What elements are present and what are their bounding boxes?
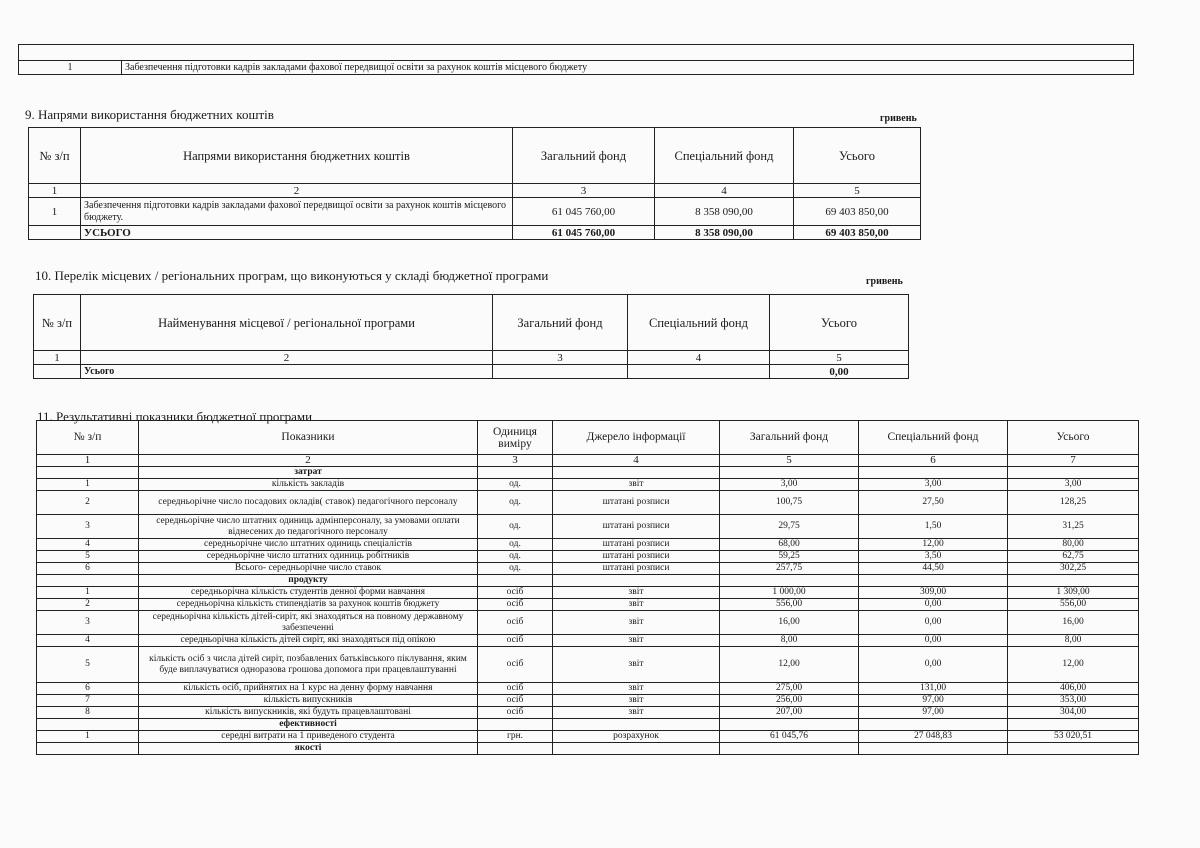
row-total: 53 020,51 <box>1008 731 1139 743</box>
s10-h-special: Спеціальний фонд <box>628 295 770 351</box>
row-name: кількість випускників <box>139 695 478 707</box>
s9-total-total: 69 403 850,00 <box>794 226 921 240</box>
section9-table <box>28 127 921 240</box>
s11-h-name: Показники <box>139 421 478 455</box>
row-source: штатані розписи <box>553 491 720 515</box>
row-num: 7 <box>37 695 139 707</box>
row-general: 16,00 <box>720 611 859 635</box>
group-empty-cell <box>720 575 859 587</box>
group-empty-cell <box>1008 743 1139 755</box>
table-row <box>37 515 1139 539</box>
group-empty-cell <box>478 467 553 479</box>
row-total: 128,25 <box>1008 491 1139 515</box>
row-special: 1,50 <box>859 515 1008 539</box>
row-unit: осіб <box>478 695 553 707</box>
top-fragment <box>18 44 1134 74</box>
row-general: 256,00 <box>720 695 859 707</box>
s10-n5: 5 <box>770 351 909 365</box>
row-source: звіт <box>553 611 720 635</box>
s10-h-num: № з/п <box>34 295 81 351</box>
row-name: середньорічне число штатних одиниць робітників <box>139 551 478 563</box>
table-row <box>37 599 1139 611</box>
s10-total-general <box>493 365 628 379</box>
row-name: кількість випускників, які будуть працевлаштовані <box>139 707 478 719</box>
row-source: штатані розписи <box>553 539 720 551</box>
row-source: звіт <box>553 683 720 695</box>
group-row <box>37 719 1139 731</box>
section9-title: 9. Напрями використання бюджетних коштів <box>25 107 274 122</box>
row-general: 275,00 <box>720 683 859 695</box>
row-special: 131,00 <box>859 683 1008 695</box>
group-empty-cell <box>859 743 1008 755</box>
s9-total-empty <box>29 226 81 240</box>
s11-n2: 2 <box>139 455 478 467</box>
group-empty-cell <box>37 575 139 587</box>
row-general: 1 000,00 <box>720 587 859 599</box>
s11-n1: 1 <box>37 455 139 467</box>
row-special: 0,00 <box>859 635 1008 647</box>
section11-title: 11. Результативні показники бюджетної програми <box>37 409 313 424</box>
top-row-table <box>18 60 1134 75</box>
s10-h-general: Загальний фонд <box>493 295 628 351</box>
group-empty-cell <box>1008 719 1139 731</box>
row-general: 59,25 <box>720 551 859 563</box>
s11-body <box>37 467 1139 755</box>
row-num: 4 <box>37 539 139 551</box>
row-unit: од. <box>478 539 553 551</box>
row-unit: од. <box>478 551 553 563</box>
row-num: 1 <box>37 731 139 743</box>
row-num: 3 <box>37 611 139 635</box>
table-row <box>37 635 1139 647</box>
group-empty-cell <box>720 467 859 479</box>
row-general: 207,00 <box>720 707 859 719</box>
row-special: 97,00 <box>859 695 1008 707</box>
table-row <box>37 551 1139 563</box>
row-special: 309,00 <box>859 587 1008 599</box>
row-special: 0,00 <box>859 599 1008 611</box>
row-total: 80,00 <box>1008 539 1139 551</box>
row-unit: осіб <box>478 599 553 611</box>
row-source: штатані розписи <box>553 515 720 539</box>
row-name: середньорічне число штатних одиниць адмінперсоналу, за умовами оплати віднесених до педагогічного персоналу <box>139 515 478 539</box>
row-name: середньорічна кількість стипендіатів за рахунок коштів бюджету <box>139 599 478 611</box>
group-empty-cell <box>859 575 1008 587</box>
s11-h-src: Джерело інформації <box>553 421 720 455</box>
row-name: кількість осіб з числа дітей сиріт, позбавлених батьківського піклування, яким буде виплачуватися одноразова грошова допомога при працевлаштуванні <box>139 647 478 683</box>
s9-row-name: Забезпечення підготовки кадрів закладами фахової передвищої освіти за рахунок коштів місцевого бюджету. <box>81 198 513 226</box>
table-row <box>34 365 909 379</box>
row-num: 4 <box>37 635 139 647</box>
s10-n1: 1 <box>34 351 81 365</box>
row-num: 5 <box>37 551 139 563</box>
s10-h-name: Найменування місцевої / регіональної програми <box>81 295 493 351</box>
section9-unit: гривень <box>880 113 917 124</box>
s10-total-special <box>628 365 770 379</box>
row-unit: осіб <box>478 635 553 647</box>
group-empty-cell <box>553 575 720 587</box>
row-special: 97,00 <box>859 707 1008 719</box>
s9-total-special: 8 358 090,00 <box>655 226 794 240</box>
table-row <box>29 198 921 226</box>
row-name: кількість закладів <box>139 479 478 491</box>
table-row <box>37 563 1139 575</box>
s9-row-special: 8 358 090,00 <box>655 198 794 226</box>
group-row <box>37 467 1139 479</box>
row-total: 31,25 <box>1008 515 1139 539</box>
s9-h-total: Усього <box>794 128 921 184</box>
row-source: звіт <box>553 479 720 491</box>
row-special: 27,50 <box>859 491 1008 515</box>
s9-total-label: УСЬОГО <box>81 226 513 240</box>
row-unit: осіб <box>478 647 553 683</box>
row-name: середньорічна кількість студентів денної форми навчання <box>139 587 478 599</box>
row-general: 8,00 <box>720 635 859 647</box>
group-empty-cell <box>1008 467 1139 479</box>
table-row <box>37 683 1139 695</box>
row-special: 3,50 <box>859 551 1008 563</box>
s11-h-unit: Одиниця виміру <box>478 421 553 455</box>
row-total: 3,00 <box>1008 479 1139 491</box>
row-total: 16,00 <box>1008 611 1139 635</box>
table-row <box>37 491 1139 515</box>
row-special: 3,00 <box>859 479 1008 491</box>
s10-total-total: 0,00 <box>770 365 909 379</box>
row-total: 406,00 <box>1008 683 1139 695</box>
s9-row-num: 1 <box>29 198 81 226</box>
row-source: звіт <box>553 695 720 707</box>
row-special: 12,00 <box>859 539 1008 551</box>
s10-n3: 3 <box>493 351 628 365</box>
table-row <box>37 611 1139 635</box>
top-row-text: Забезпечення підготовки кадрів закладами фахової передвищої освіти за рахунок коштів місцевого бюджету <box>122 61 1134 75</box>
row-unit: грн. <box>478 731 553 743</box>
group-empty-cell <box>553 743 720 755</box>
s9-row-total: 69 403 850,00 <box>794 198 921 226</box>
group-row <box>37 743 1139 755</box>
row-general: 3,00 <box>720 479 859 491</box>
group-label: ефективності <box>139 719 478 731</box>
row-name: середньорічна кількість дітей сиріт, які знаходяться під опікою <box>139 635 478 647</box>
row-general: 257,75 <box>720 563 859 575</box>
s9-total-general: 61 045 760,00 <box>513 226 655 240</box>
table-row <box>37 479 1139 491</box>
row-name: середньорічне число штатних одиниць спеціалістів <box>139 539 478 551</box>
row-source: штатані розписи <box>553 563 720 575</box>
row-num: 6 <box>37 683 139 695</box>
section10-unit: гривень <box>866 276 903 287</box>
row-num: 6 <box>37 563 139 575</box>
group-empty-cell <box>37 467 139 479</box>
row-unit: осіб <box>478 587 553 599</box>
s9-n3: 3 <box>513 184 655 198</box>
group-empty-cell <box>859 467 1008 479</box>
s9-n5: 5 <box>794 184 921 198</box>
s10-n2: 2 <box>81 351 493 365</box>
row-num: 1 <box>37 479 139 491</box>
s11-h-num: № з/п <box>37 421 139 455</box>
row-total: 1 309,00 <box>1008 587 1139 599</box>
row-name: Всього- середньорічне число ставок <box>139 563 478 575</box>
row-source: звіт <box>553 599 720 611</box>
row-name: середньорічна кількість дітей-сиріт, які знаходяться на повному державному забезпеченні <box>139 611 478 635</box>
row-general: 100,75 <box>720 491 859 515</box>
row-num: 8 <box>37 707 139 719</box>
row-num: 3 <box>37 515 139 539</box>
s10-total-empty <box>34 365 81 379</box>
section10-table <box>33 294 909 379</box>
s11-h-general: Загальний фонд <box>720 421 859 455</box>
row-total: 302,25 <box>1008 563 1139 575</box>
s9-h-general: Загальний фонд <box>513 128 655 184</box>
group-row <box>37 575 1139 587</box>
s9-h-name: Напрями використання бюджетних коштів <box>81 128 513 184</box>
section11-table <box>36 420 1139 755</box>
row-general: 61 045,76 <box>720 731 859 743</box>
group-empty-cell <box>859 719 1008 731</box>
row-source: штатані розписи <box>553 551 720 563</box>
s9-h-num: № з/п <box>29 128 81 184</box>
row-num: 1 <box>37 587 139 599</box>
row-general: 68,00 <box>720 539 859 551</box>
row-unit: од. <box>478 479 553 491</box>
group-empty-cell <box>478 575 553 587</box>
row-source: розрахунок <box>553 731 720 743</box>
group-label: затрат <box>139 467 478 479</box>
row-special: 27 048,83 <box>859 731 1008 743</box>
row-unit: осіб <box>478 611 553 635</box>
s11-h-special: Спеціальний фонд <box>859 421 1008 455</box>
group-label: продукту <box>139 575 478 587</box>
section10-title: 10. Перелік місцевих / регіональних програм, що виконуються у складі бюджетної програми <box>35 268 549 283</box>
row-unit: осіб <box>478 707 553 719</box>
row-name: кількість осіб, прийнятих на 1 курс на денну форму навчання <box>139 683 478 695</box>
s11-h-total: Усього <box>1008 421 1139 455</box>
table-row <box>37 539 1139 551</box>
row-total: 8,00 <box>1008 635 1139 647</box>
s11-n4: 4 <box>553 455 720 467</box>
s11-n6: 6 <box>859 455 1008 467</box>
table-row <box>37 695 1139 707</box>
row-source: звіт <box>553 587 720 599</box>
s10-total-label: Усього <box>81 365 493 379</box>
group-empty-cell <box>478 743 553 755</box>
table-row <box>37 707 1139 719</box>
row-name: середні витрати на 1 приведеного студента <box>139 731 478 743</box>
row-num: 2 <box>37 599 139 611</box>
row-special: 0,00 <box>859 647 1008 683</box>
table-row <box>37 731 1139 743</box>
s10-n4: 4 <box>628 351 770 365</box>
group-empty-cell <box>720 743 859 755</box>
group-empty-cell <box>1008 575 1139 587</box>
row-general: 12,00 <box>720 647 859 683</box>
group-label: якості <box>139 743 478 755</box>
row-unit: осіб <box>478 683 553 695</box>
row-source: звіт <box>553 707 720 719</box>
row-source: звіт <box>553 647 720 683</box>
row-num: 5 <box>37 647 139 683</box>
row-total: 304,00 <box>1008 707 1139 719</box>
table-row <box>37 647 1139 683</box>
group-empty-cell <box>37 743 139 755</box>
s9-n2: 2 <box>81 184 513 198</box>
s11-n3: 3 <box>478 455 553 467</box>
group-empty-cell <box>553 467 720 479</box>
row-total: 556,00 <box>1008 599 1139 611</box>
row-general: 556,00 <box>720 599 859 611</box>
row-special: 44,50 <box>859 563 1008 575</box>
group-empty-cell <box>478 719 553 731</box>
row-total: 353,00 <box>1008 695 1139 707</box>
s9-row-general: 61 045 760,00 <box>513 198 655 226</box>
row-unit: од. <box>478 563 553 575</box>
s9-n1: 1 <box>29 184 81 198</box>
s10-h-total: Усього <box>770 295 909 351</box>
table-row <box>29 226 921 240</box>
group-empty-cell <box>37 719 139 731</box>
s9-h-special: Спеціальний фонд <box>655 128 794 184</box>
top-row-num: 1 <box>19 61 122 75</box>
s11-n5: 5 <box>720 455 859 467</box>
row-special: 0,00 <box>859 611 1008 635</box>
s9-n4: 4 <box>655 184 794 198</box>
row-total: 62,75 <box>1008 551 1139 563</box>
group-empty-cell <box>720 719 859 731</box>
table-row <box>37 587 1139 599</box>
row-unit: од. <box>478 491 553 515</box>
group-empty-cell <box>553 719 720 731</box>
s11-n7: 7 <box>1008 455 1139 467</box>
row-unit: од. <box>478 515 553 539</box>
row-name: середньорічне число посадових окладів( ставок) педагогічного персоналу <box>139 491 478 515</box>
row-total: 12,00 <box>1008 647 1139 683</box>
row-num: 2 <box>37 491 139 515</box>
row-source: звіт <box>553 635 720 647</box>
row-general: 29,75 <box>720 515 859 539</box>
